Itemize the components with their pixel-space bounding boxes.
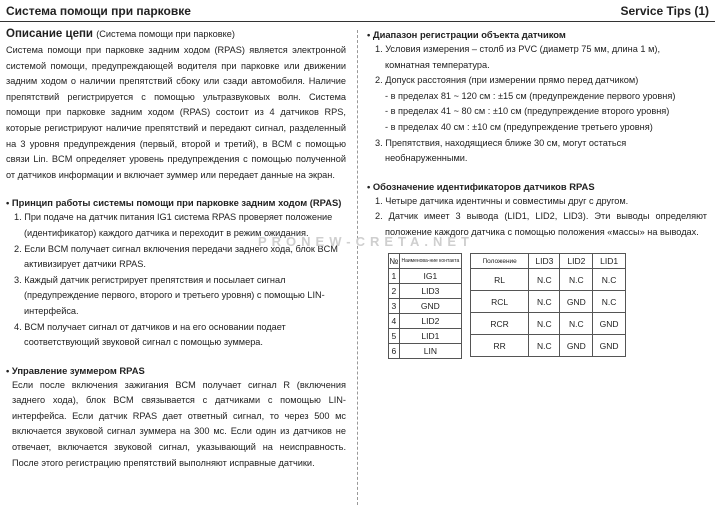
- range-list: [367, 42, 707, 89]
- table-row: RR N.C GND GND: [471, 335, 626, 357]
- list-item: 1. При подаче на датчик питания IG1 система RPAS проверяет положение (идентификатор) каждого датчика и переходит в режим ожидания.: [14, 212, 333, 238]
- table-row: 4 LID2: [389, 314, 462, 329]
- range-title: • Диапазон регистрации объекта датчиком: [367, 29, 566, 40]
- circuit-heading: [6, 27, 346, 42]
- list-item: 1. Условия измерения – столб из PVC (диаметр 75 мм, длина 1 м), комнатная температура.: [375, 44, 660, 70]
- buzzer-title: • Управление зуммером RPAS: [6, 364, 145, 376]
- list-item: 1. Четыре датчика идентичны и совместимы друг с другом.: [375, 195, 629, 206]
- pin-header-no: №: [389, 254, 400, 269]
- tolerance-list: [367, 89, 707, 136]
- pin-header-name: Наименова-ние контакта: [399, 254, 461, 269]
- ident-title: • Обозначение идентификаторов датчиков RPAS: [367, 180, 595, 192]
- page-title: Система помощи при парковке: [6, 4, 191, 18]
- table-row: 3 GND: [389, 299, 462, 314]
- table-row: 6 LIN: [389, 344, 462, 359]
- table-row: [389, 254, 462, 269]
- table-row: RCR N.C N.C GND: [471, 313, 626, 335]
- pos-header-position: Положение: [471, 254, 529, 269]
- table-row: [471, 254, 626, 269]
- circuit-heading-title: Описание цепи: [6, 28, 93, 40]
- principle-list: [6, 210, 346, 350]
- list-item: - в пределах 41 ~ 80 см : ±10 см (предупреждение второго уровня): [385, 106, 670, 117]
- pos-header-lid1: LID1: [593, 254, 626, 269]
- left-column: [6, 27, 346, 471]
- pos-header-lid2: LID2: [560, 254, 593, 269]
- list-item: 2. Если BCM получает сигнал включения передачи заднего хода, блок BCM активизирует датчики RPAS.: [14, 243, 338, 270]
- position-table: [470, 253, 626, 357]
- table-row: 2 LID3: [389, 284, 462, 299]
- table-row: 1 IG1: [389, 269, 462, 284]
- list-item: 2. Допуск расстояния (при измерении прямо перед датчиком): [375, 75, 639, 86]
- pos-header-lid3: LID3: [529, 254, 560, 269]
- principle-title: • Принцип работы системы помощи при парковке задним ходом (RPAS): [6, 197, 342, 209]
- list-item: 3. Препятствия, находящиеся ближе 30 см, могут остаться необнаруженными.: [375, 137, 627, 164]
- list-item: 2. Датчик имеет 3 вывода (LID1, LID2, LID3). Эти выводы определяют положение каждого датчика с помощью положения «массы» на выводах.: [375, 211, 707, 237]
- column-divider: [357, 30, 358, 505]
- page-header: [0, 0, 715, 22]
- right-column: [367, 27, 707, 241]
- pin-table: [388, 253, 462, 359]
- watermark: PRONEW-CRETA.NET: [258, 234, 474, 249]
- list-item: 3. Каждый датчик регистрирует препятствия и посылает сигнал (предупреждение первого, второго и третьего уровня) с помощью LIN-интерфейса.: [14, 274, 325, 316]
- buzzer-paragraph: Если после включения зажигания BCM получает сигнал R (включения заднего хода), блок BCM связывается с датчиками с помощью LIN-интерфейса. Если датчик RPAS дает ответный сигнал, то через 500 мс включается звуковой сигнал зуммера на 300 мс. Если один из датчиков не отвечает, включается звуковой сигнал, указывающий на неисправность. После этого регистрацию препятствий выполняют исправные датчики.: [12, 379, 346, 468]
- intro-paragraph: Система помощи при парковке задним ходом (RPAS) является электронной системой помощи, предупреждающей водителя при парковке или движении задним ходом о наличии препятствий сбоку или сзади автомобиля. Наличие препятствий регистрируется с помощью ультразвуковых волн. Система помощи при парковке задним ходом (RPAS) состоит из 4 датчиков RPS, которые регистрируют наличие препятствий и передают сигнал, разделенный на 3 уровня предупреждения (первый, второй и третий), в BCM с помощью связи Lin. BCM определяет уровень предупреждения с помощью полученной от датчиков информации и включает зуммер или передает данные на экран.: [6, 45, 346, 180]
- table-row: RCL N.C GND N.C: [471, 291, 626, 313]
- table-row: RL N.C N.C N.C: [471, 269, 626, 291]
- list-item: - в пределах 40 см : ±10 см (предупреждение третьего уровня): [385, 121, 653, 132]
- list-item: - в пределах 81 ~ 120 см : ±15 см (предупреждение первого уровня): [385, 90, 676, 101]
- table-row: 5 LID1: [389, 329, 462, 344]
- service-tips-label: Service Tips (1): [620, 4, 709, 18]
- circuit-heading-sub: (Система помощи при парковке): [96, 29, 235, 39]
- list-item: 4. BCM получает сигнал от датчиков и на его основании подает соответствующий звуковой сигнал с помощью зуммера.: [14, 321, 286, 348]
